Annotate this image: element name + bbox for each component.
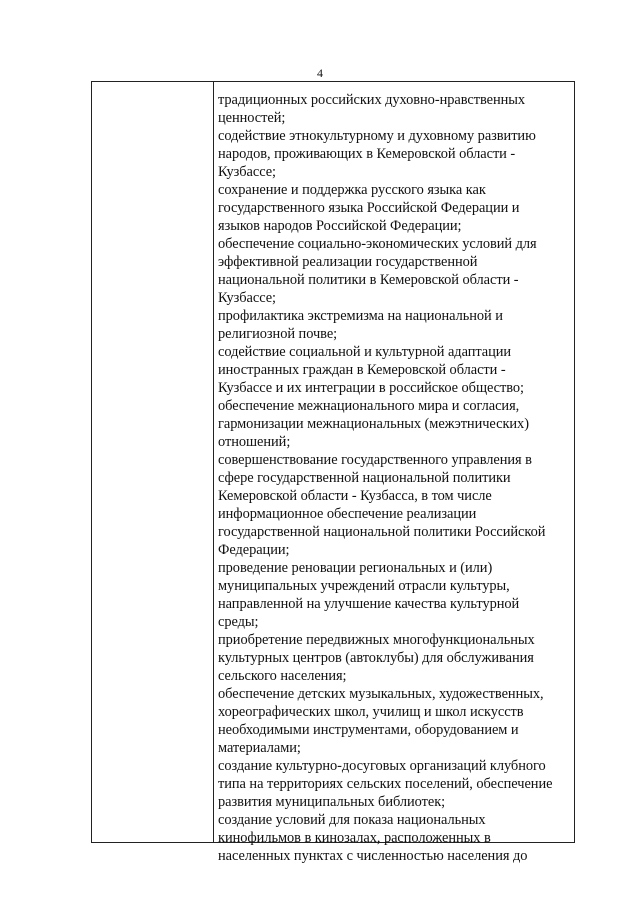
text-line: обеспечение детских музыкальных, художественных,: [218, 686, 544, 702]
text-line: создание условий для показа национальных: [218, 812, 486, 828]
text-line: профилактика экстремизма на национальной и: [218, 308, 503, 324]
text-line: государственного языка Российской Федерации и: [218, 200, 520, 216]
document-table: [91, 81, 575, 864]
text-line: типа на территориях сельских поселений, обеспечение: [218, 776, 553, 792]
text-line: традиционных российских духовно-нравственных: [218, 92, 526, 108]
text-line: государственной национальной политики Российской: [218, 524, 546, 540]
text-line: сфере государственной национальной политики: [218, 470, 511, 486]
text-line: Кузбассе;: [218, 164, 276, 180]
text-line: приобретение передвижных многофункциональных: [218, 632, 535, 648]
text-line: гармонизации межнациональных (межэтнических): [218, 416, 529, 432]
text-line: языков народов Российской Федерации;: [218, 218, 462, 234]
text-line: обеспечение межнационального мира и согласия,: [218, 398, 520, 414]
text-line: обеспечение социально-экономических условий для: [218, 236, 537, 252]
text-line: сельского населения;: [218, 668, 347, 684]
text-line: национальной политики в Кемеровской области -: [218, 272, 519, 288]
text-line: культурных центров (автоклубы) для обслуживания: [218, 650, 534, 666]
text-line: материалами;: [218, 740, 301, 756]
text-line: сохранение и поддержка русского языка как: [218, 182, 486, 198]
text-line: хореографических школ, училищ и школ искусств: [218, 704, 524, 720]
page-number: 4: [317, 66, 323, 80]
text-line: создание культурно-досуговых организаций клубного: [218, 758, 546, 774]
text-line: населенных пунктах с численностью населения до: [218, 848, 528, 864]
text-line: необходимыми инструментами, оборудованием и: [218, 722, 519, 738]
text-line: эффективной реализации государственной: [218, 254, 478, 270]
table-left-cell: [92, 82, 213, 842]
text-line: религиозной почве;: [218, 326, 338, 342]
text-line: народов, проживающих в Кемеровской области -: [218, 146, 516, 162]
text-line: развития муниципальных библиотек;: [218, 794, 446, 810]
text-line: Федерации;: [218, 542, 290, 558]
text-line: муниципальных учреждений отрасли культуры,: [218, 578, 510, 594]
text-line: проведение реновации региональных и (или): [218, 560, 493, 576]
text-line: отношений;: [218, 434, 291, 450]
text-line: Кемеровской области - Кузбасса, в том числе: [218, 488, 492, 504]
text-line: информационное обеспечение реализации: [218, 506, 477, 522]
text-line: кинофильмов в кинозалах, расположенных в: [218, 830, 491, 846]
text-line: среды;: [218, 614, 259, 630]
text-line: направленной на улучшение качества культурной: [218, 596, 520, 612]
text-line: иностранных граждан в Кемеровской области -: [218, 362, 506, 378]
text-line: содействие социальной и культурной адаптации: [218, 344, 512, 360]
text-line: ценностей;: [218, 110, 286, 126]
text-line: содействие этнокультурному и духовному развитию: [218, 128, 536, 144]
table-right-cell: [218, 91, 573, 865]
column-divider: [213, 82, 214, 842]
text-line: Кузбассе и их интеграции в российское общество;: [218, 380, 524, 396]
text-line: совершенствование государственного управления в: [218, 452, 532, 468]
text-line: Кузбассе;: [218, 290, 276, 306]
